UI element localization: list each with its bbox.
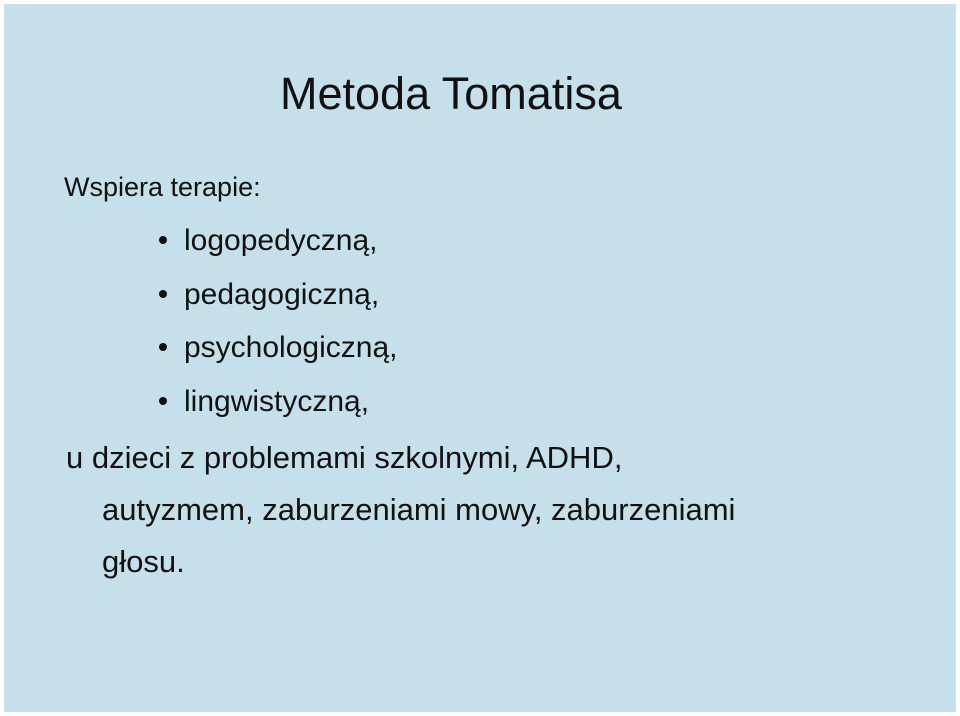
- intro-text: Wspiera terapie:: [64, 172, 261, 202]
- slide: [4, 4, 956, 712]
- therapy-list: [156, 223, 397, 437]
- list-item: [156, 330, 397, 384]
- bullet-icon: [159, 290, 167, 298]
- bullet-icon: [159, 397, 167, 405]
- list-item: [156, 223, 397, 277]
- slide-title: Metoda Tomatisa: [280, 68, 622, 119]
- list-item-label: lingwistyczną,: [184, 384, 370, 418]
- closing-line: autyzmem, zaburzeniami mowy, zaburzeniami: [102, 492, 736, 527]
- closing-line: u dzieci z problemami szkolnymi, ADHD,: [66, 440, 623, 475]
- list-item-label: psychologiczną,: [184, 331, 398, 364]
- list-item: [156, 384, 397, 438]
- bullet-icon: [159, 343, 167, 351]
- closing-line: głosu.: [102, 544, 185, 579]
- closing-paragraph: [66, 432, 826, 588]
- list-item-label: pedagogiczną,: [184, 277, 380, 311]
- list-item: [156, 277, 397, 331]
- bullet-icon: [159, 236, 167, 244]
- list-item-label: logopedyczną,: [184, 224, 378, 257]
